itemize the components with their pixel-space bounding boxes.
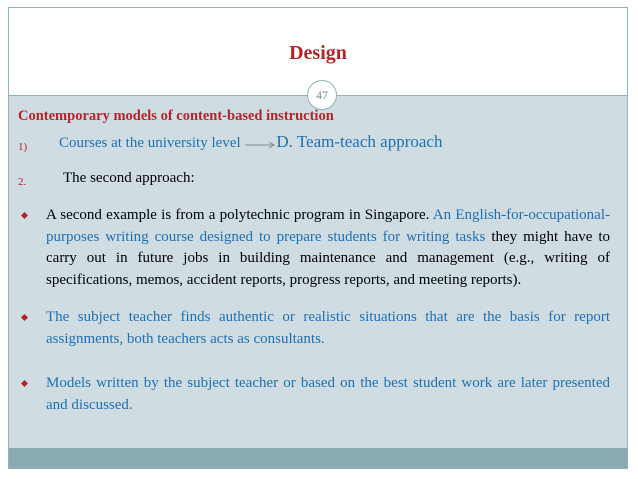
slide-subtitle: Contemporary models of content-based instruction	[18, 108, 334, 124]
list-item-2: The second approach:	[63, 170, 195, 186]
list-number-2: 2.	[18, 176, 27, 188]
bullet-icon	[20, 213, 30, 223]
page-number: 47	[307, 80, 337, 110]
bullet-paragraph-2: The subject teacher finds authentic or realistic situations that are the basis for report assignments, both teachers acts as consultants.	[46, 309, 610, 347]
list-item-1-text: Courses at the university level	[59, 135, 241, 151]
bullet-1-text-c: they might have to carry out in future jobs in building maintenance and management (e.g., writing of specifications, memos, accident reports, progress reports, and meeting reports).	[46, 228, 611, 288]
arrow-right-icon	[244, 138, 276, 150]
list-item-1	[59, 132, 442, 153]
slide-title: Design	[289, 42, 347, 64]
bullet-paragraph-3: Models written by the subject teacher or based on the best student work are later presented and discussed.	[46, 375, 610, 413]
bullet-paragraph-1	[46, 205, 610, 291]
bullet-icon	[20, 381, 30, 391]
bullet-icon	[20, 315, 30, 325]
bullet-1-text-b: An English-for-occupational-purposes writing course designed to prepare students for writing tasks	[46, 207, 610, 245]
footer-band	[9, 448, 627, 468]
list-number-1: 1)	[18, 141, 28, 153]
list-item-1-target: D. Team-teach approach	[276, 132, 443, 151]
bullet-1-text-a: A second example is from a polytechnic program in Singapore.	[46, 207, 430, 223]
